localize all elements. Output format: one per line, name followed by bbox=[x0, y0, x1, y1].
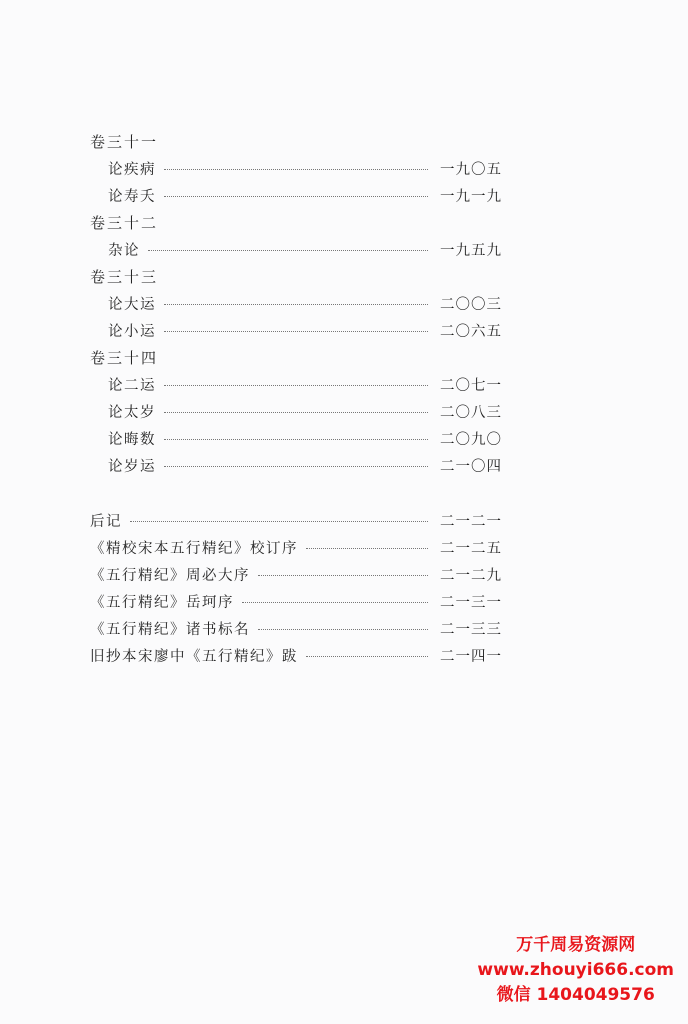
entry-title: 杂论 bbox=[108, 243, 140, 259]
volume-heading-33: 卷三十三 bbox=[90, 268, 159, 286]
toc-entry[interactable] bbox=[90, 155, 502, 182]
entry-title: 论疾病 bbox=[108, 162, 156, 178]
entry-page-number: 二一二五 bbox=[440, 541, 502, 557]
toc-entry[interactable] bbox=[90, 182, 502, 209]
dot-leader bbox=[130, 521, 428, 522]
entry-page-number: 二一三一 bbox=[440, 595, 502, 611]
entry-title: 《五行精纪》岳珂序 bbox=[90, 595, 234, 611]
entry-page-number: 二〇六五 bbox=[440, 324, 502, 340]
entry-page-number: 二〇九〇 bbox=[440, 432, 502, 448]
dot-leader bbox=[258, 629, 428, 630]
entry-title: 《五行精纪》周必大序 bbox=[90, 568, 250, 584]
dot-leader bbox=[164, 169, 428, 170]
toc-entry[interactable] bbox=[90, 507, 502, 534]
dot-leader bbox=[306, 656, 428, 657]
toc-entry[interactable] bbox=[90, 290, 502, 317]
toc-entry[interactable] bbox=[90, 452, 502, 479]
entry-page-number: 二一四一 bbox=[440, 649, 502, 665]
entry-title: 《五行精纪》诸书标名 bbox=[90, 622, 250, 638]
toc-entry[interactable] bbox=[90, 588, 502, 615]
watermark-site-name: 万千周易资源网 bbox=[516, 935, 636, 955]
dot-leader bbox=[164, 304, 428, 305]
entry-title: 《精校宋本五行精纪》校订序 bbox=[90, 541, 298, 557]
entry-page-number: 二一〇四 bbox=[440, 459, 502, 475]
entry-title: 论岁运 bbox=[108, 459, 156, 475]
toc-entry[interactable] bbox=[90, 561, 502, 588]
entry-title: 论小运 bbox=[108, 324, 156, 340]
entry-page-number: 二一二一 bbox=[440, 514, 502, 530]
dot-leader bbox=[164, 331, 428, 332]
entry-page-number: 二〇七一 bbox=[440, 378, 502, 394]
section-spacer bbox=[90, 479, 502, 507]
table-of-contents bbox=[90, 128, 502, 669]
dot-leader bbox=[164, 385, 428, 386]
toc-entry[interactable] bbox=[90, 642, 502, 669]
toc-entry[interactable] bbox=[90, 615, 502, 642]
entry-title: 论晦数 bbox=[108, 432, 156, 448]
toc-entry[interactable] bbox=[90, 371, 502, 398]
dot-leader bbox=[164, 466, 428, 467]
toc-entry[interactable] bbox=[90, 425, 502, 452]
dot-leader bbox=[164, 439, 428, 440]
entry-page-number: 一九〇五 bbox=[440, 162, 502, 178]
dot-leader bbox=[164, 196, 428, 197]
dot-leader bbox=[164, 412, 428, 413]
watermark-wechat: 微信 1404049576 bbox=[496, 985, 655, 1005]
entry-title: 旧抄本宋廖中《五行精纪》跋 bbox=[90, 649, 298, 665]
watermark-url: www.zhouyi666.com bbox=[477, 960, 674, 980]
watermark bbox=[477, 933, 674, 1008]
entry-title: 论寿夭 bbox=[108, 189, 156, 205]
entry-page-number: 二〇〇三 bbox=[440, 297, 502, 313]
toc-entry[interactable] bbox=[90, 398, 502, 425]
toc-entry[interactable] bbox=[90, 317, 502, 344]
entry-page-number: 二一二九 bbox=[440, 568, 502, 584]
volume-heading-32: 卷三十二 bbox=[90, 214, 159, 232]
entry-title: 后记 bbox=[90, 514, 122, 530]
entry-page-number: 二一三三 bbox=[440, 622, 502, 638]
entry-page-number: 一九五九 bbox=[440, 243, 502, 259]
entry-page-number: 一九一九 bbox=[440, 189, 502, 205]
entry-title: 论大运 bbox=[108, 297, 156, 313]
toc-entry[interactable] bbox=[90, 236, 502, 263]
dot-leader bbox=[306, 548, 428, 549]
volume-heading-34: 卷三十四 bbox=[90, 349, 159, 367]
volume-heading-31: 卷三十一 bbox=[90, 133, 159, 151]
entry-title: 论太岁 bbox=[108, 405, 156, 421]
dot-leader bbox=[258, 575, 428, 576]
dot-leader bbox=[148, 250, 428, 251]
toc-entry[interactable] bbox=[90, 534, 502, 561]
entry-page-number: 二〇八三 bbox=[440, 405, 502, 421]
dot-leader bbox=[242, 602, 428, 603]
entry-title: 论二运 bbox=[108, 378, 156, 394]
